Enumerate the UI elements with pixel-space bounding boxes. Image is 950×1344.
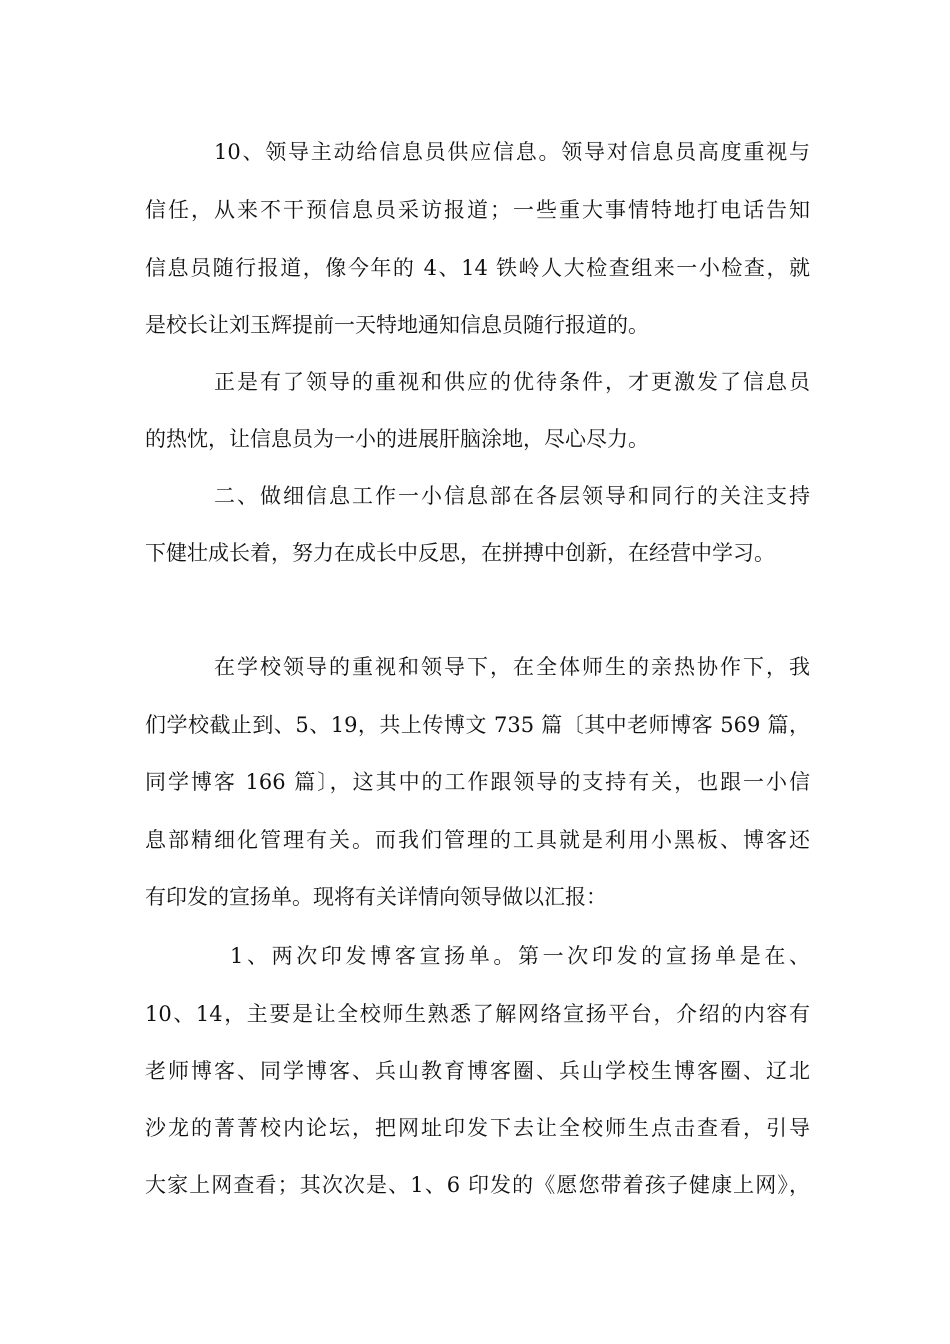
paragraph-1-line-1: 10、领导主动给信息员供应信息。领导对信息员高度重视与 [214, 140, 810, 164]
paragraph-4-line-5: 有印发的宣扬单。现将有关详情向领导做以汇报： [145, 885, 607, 909]
paragraph-3-line-2: 下健壮成长着，努力在成长中反思，在拼搏中创新，在经营中学习。 [145, 541, 775, 565]
paragraph-4-line-4: 息部精细化管理有关。而我们管理的工具就是利用小黑板、博客还 [145, 828, 810, 852]
paragraph-5-line-2: 10、14，主要是让全校师生熟悉了解网络宣扬平台，介绍的内容有 [145, 1002, 810, 1026]
paragraph-2-line-1: 正是有了领导的重视和供应的优待条件，才更激发了信息员 [214, 370, 810, 394]
paragraph-5-line-1: 1、两次印发博客宣扬单。第一次印发的宣扬单是在、 [230, 944, 810, 968]
paragraph-5-line-3: 老师博客、同学博客、兵山教育博客圈、兵山学校生博客圈、辽北 [145, 1059, 810, 1083]
paragraph-3-line-1: 二、做细信息工作一小信息部在各层领导和同行的关注支持 [214, 484, 810, 508]
paragraph-2-line-2: 的热忱，让信息员为一小的进展肝脑涂地，尽心尽力。 [145, 427, 649, 451]
paragraph-1-line-4: 是校长让刘玉辉提前一天特地通知信息员随行报道的。 [145, 313, 649, 337]
paragraph-5-line-4: 沙龙的菁菁校内论坛，把网址印发下去让全校师生点击查看，引导 [145, 1116, 810, 1140]
paragraph-1-line-2: 信任，从来不干预信息员采访报道；一些重大事情特地打电话告知 [145, 198, 810, 222]
paragraph-4-line-1: 在学校领导的重视和领导下，在全体师生的亲热协作下，我 [214, 655, 810, 679]
paragraph-1-line-3: 信息员随行报道，像今年的 4、14 铁岭人大检查组来一小检查，就 [145, 256, 810, 280]
paragraph-5-line-5: 大家上网查看；其次次是、1、6 印发的《愿您带着孩子健康上网》， [145, 1173, 810, 1197]
paragraph-4-line-3: 同学博客 166 篇〕，这其中的工作跟领导的支持有关，也跟一小信 [145, 770, 810, 794]
paragraph-4-line-2: 们学校截止到、5、19，共上传博文 735 篇〔其中老师博客 569 篇， [145, 713, 810, 737]
